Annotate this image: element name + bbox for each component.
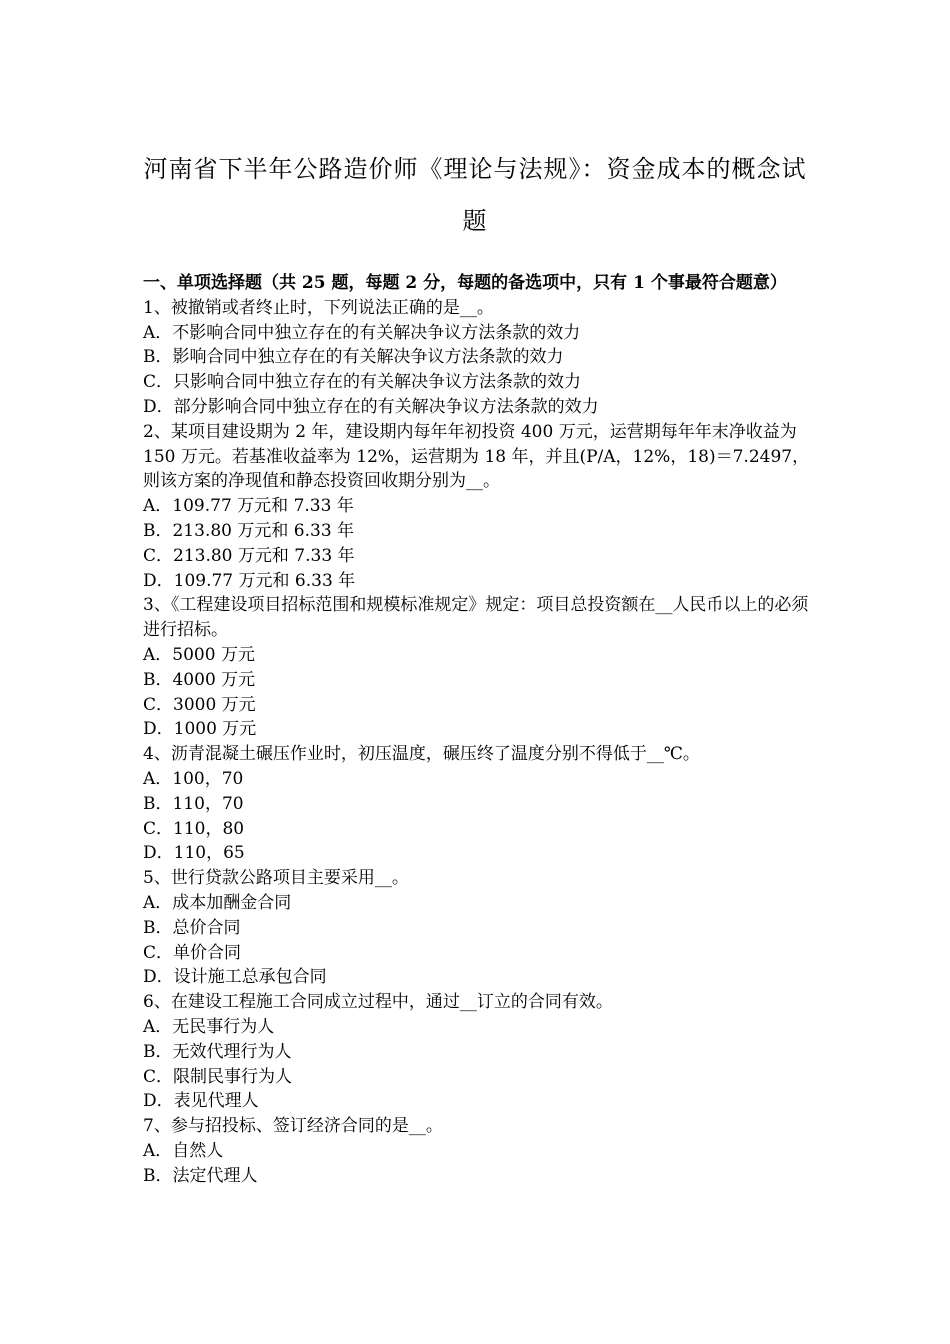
question-5-option-a: A．成本加酬金合同 xyxy=(143,892,292,913)
question-3-option-c: C．3000 万元 xyxy=(143,694,256,715)
question-1-stem: 1、被撤销或者终止时，下列说法正确的是__。 xyxy=(143,297,494,318)
question-3-stem: 3、《工程建设项目招标范围和规模标准规定》规定：项目总投资额在__人民币以上的必须进行招标。 xyxy=(143,595,809,641)
question-5-option-c: C．单价合同 xyxy=(143,942,242,963)
question-7-option-b: B．法定代理人 xyxy=(143,1165,258,1186)
question-2-stem: 2、某项目建设期为 2 年，建设期内每年年初投资 400 万元，运营期每年年末净收益为 150 万元。若基准收益率为 12%，运营期为 18 年，并且(P/A，12%，18)＝7.2497，则该方案的净现值和静态投资回收期分别为__。 xyxy=(143,421,810,492)
question-2-option-b: B．213.80 万元和 6.33 年 xyxy=(143,520,355,541)
question-7-stem: 7、参与招投标、签订经济合同的是__。 xyxy=(143,1116,443,1137)
question-6-option-b: B．无效代理行为人 xyxy=(143,1041,292,1062)
question-2-option-d: D．109.77 万元和 6.33 年 xyxy=(143,570,356,591)
question-6-option-a: A．无民事行为人 xyxy=(143,1016,275,1037)
question-3-option-a: A．5000 万元 xyxy=(143,644,255,665)
question-4-option-c: C．110，80 xyxy=(143,818,245,839)
document-body xyxy=(143,271,811,1188)
question-2-option-a: A．109.77 万元和 7.33 年 xyxy=(143,496,354,517)
question-2-option-c: C．213.80 万元和 7.33 年 xyxy=(143,545,355,566)
section-heading: 一、单项选择题（共 25 题，每题 2 分，每题的备选项中，只有 1 个事最符合题意） xyxy=(143,273,787,293)
question-4-option-d: D．110，65 xyxy=(143,843,245,864)
question-4-stem: 4、沥青混凝土碾压作业时，初压温度，碾压终了温度分别不得低于__℃。 xyxy=(143,744,700,765)
question-7-option-a: A．自然人 xyxy=(143,1140,224,1161)
document-title: 河南省下半年公路造价师《理论与法规》：资金成本的概念试题 xyxy=(143,155,807,235)
question-4-option-a: A．100，70 xyxy=(143,768,244,789)
question-5-stem: 5、世行贷款公路项目主要采用__。 xyxy=(143,868,409,889)
question-1-option-a: A．不影响合同中独立存在的有关解决争议方法条款的效力 xyxy=(143,322,581,343)
question-1-option-c: C．只影响合同中独立存在的有关解决争议方法条款的效力 xyxy=(143,372,582,393)
question-6-stem: 6、在建设工程施工合同成立过程中，通过__订立的合同有效。 xyxy=(143,992,613,1013)
question-3-option-b: B．4000 万元 xyxy=(143,669,256,690)
question-1-option-d: D．部分影响合同中独立存在的有关解决争议方法条款的效力 xyxy=(143,396,599,417)
question-5-option-d: D．设计施工总承包合同 xyxy=(143,967,327,988)
question-4-option-b: B．110，70 xyxy=(143,793,244,814)
question-6-option-c: C．限制民事行为人 xyxy=(143,1066,293,1087)
question-3-option-d: D．1000 万元 xyxy=(143,719,257,740)
question-5-option-b: B．总价合同 xyxy=(143,917,241,938)
question-1-option-b: B．影响合同中独立存在的有关解决争议方法条款的效力 xyxy=(143,347,564,368)
question-6-option-d: D．表见代理人 xyxy=(143,1091,259,1112)
